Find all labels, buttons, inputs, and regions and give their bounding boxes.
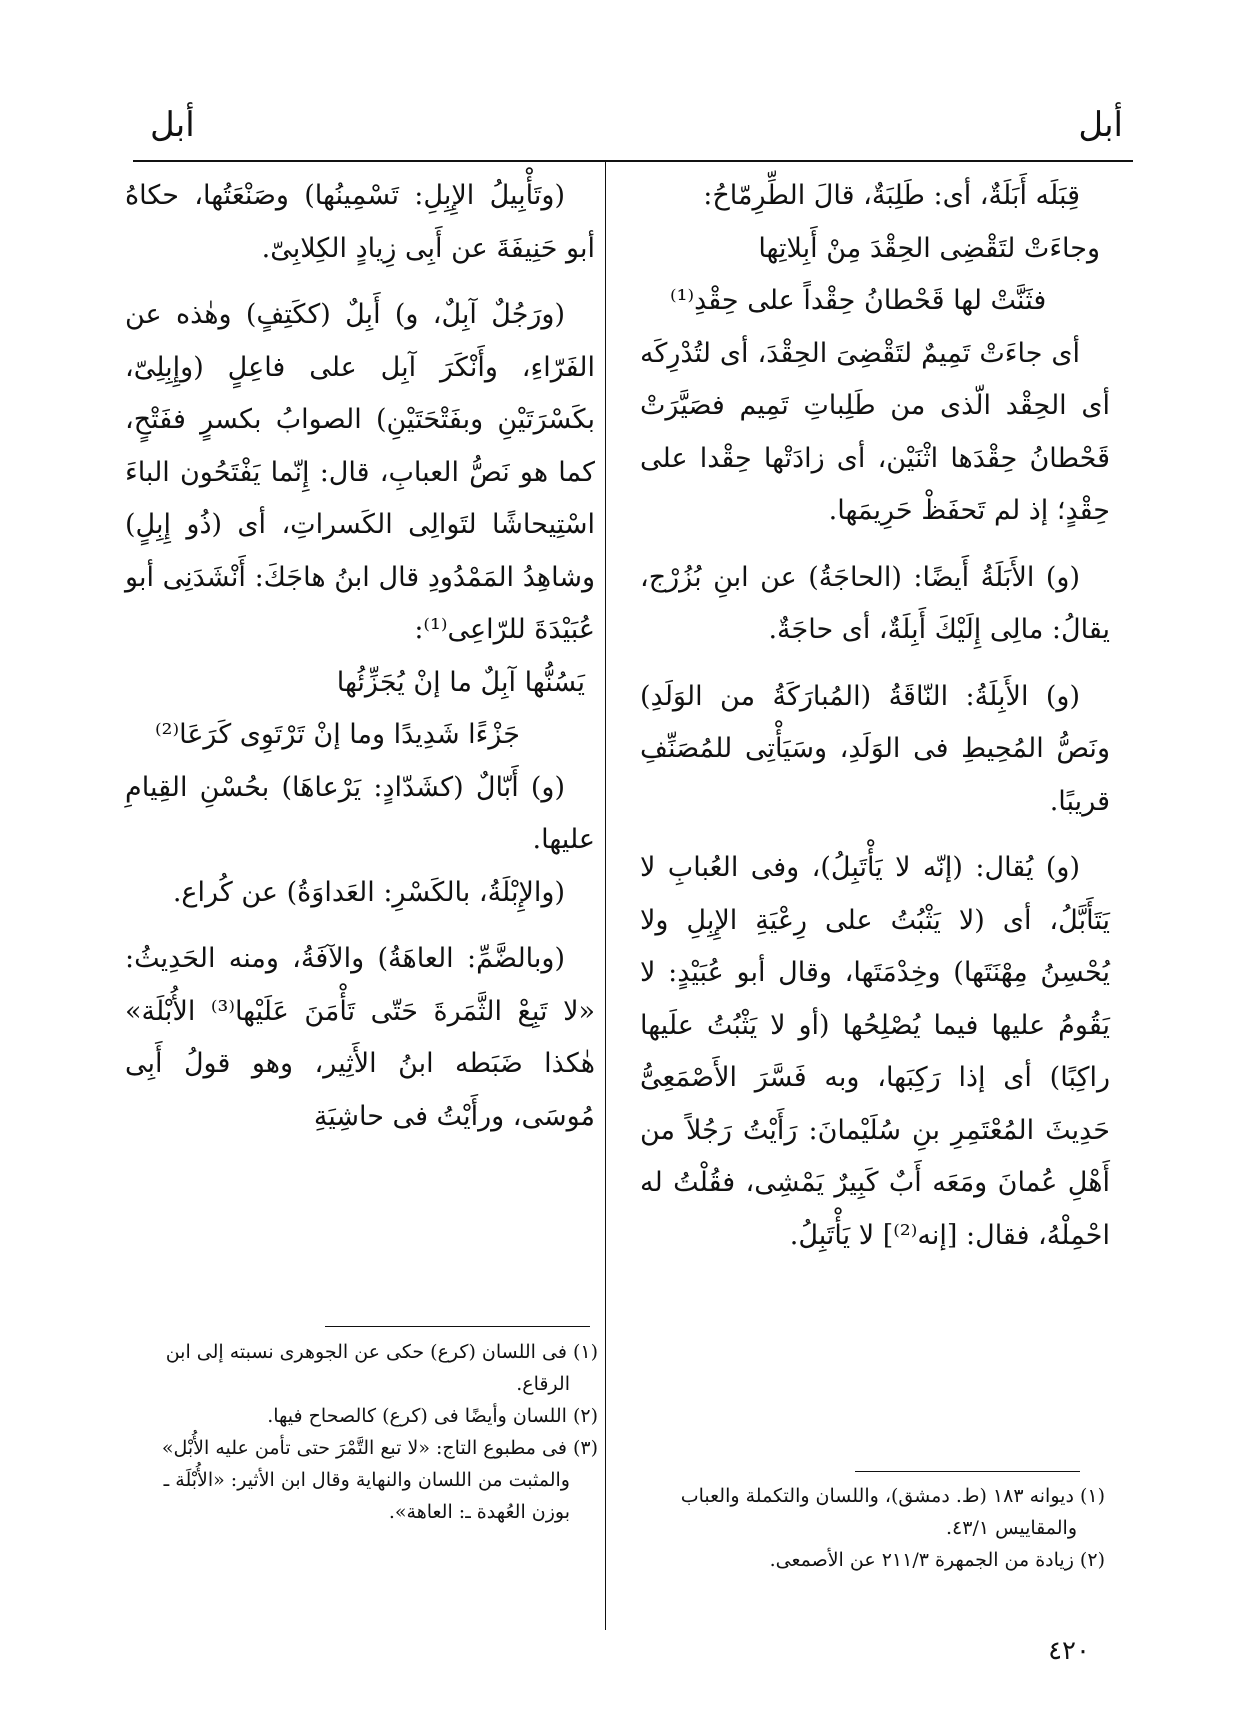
- paragraph: (و) أَبّالٌ (كشَدّادٍ: يَرْعاهَا) بحُسْنِ القِيامِ عليها.: [125, 771, 595, 855]
- footnote: (١) ديوانه ١٨٣ (ط. دمشق)، واللسان والتكملة والعباب والمقاييس ٤٣/١.: [680, 1485, 1105, 1539]
- footnote: (٢) زيادة من الجمهرة ٢١١/٣ عن الأصمعى.: [769, 1549, 1105, 1571]
- running-header-right: أبل: [1078, 105, 1123, 145]
- paragraph: (وبالضَّمِّ: العاهَةُ) والآفَةُ، ومنه الحَدِيثُ: «لا تَبِعْ الثَّمَرةَ حَتّى تَأْمَنَ عَلَيْها⁽³⁾ الأُبْلَة» هٰكذا ضَبَطه ابنُ الأَثِير، وهو قولُ أَبِى مُوسَى، ورأَيْتُ فى حاشِيَةِ: [125, 943, 595, 1132]
- footnote: (٢) اللسان وأيضًا فى (كرع) كالصحاح فيها.: [267, 1405, 598, 1427]
- footnote: (٣) فى مطبوع التاج: «لا تبع التَّمْرَ حتى تأمن عليه الأُبْل» والمثبت من اللسان والنهاية وقال ابن الأثير: «الأُبْلَة ـ بوزن العُهدة ـ: العاهة».: [161, 1437, 598, 1523]
- paragraph: (و) يُقال: (إنّه لا يَأْتَبِلُ)، وفى العُبابِ لا يَتَأَبَّلُ، أى (لا يَثْبُتُ على رِعْيَةِ الإِبِلِ ولا يُحْسِنُ مِهْنَتَها) وخِدْمَتَها، وقال أبو عُبَيْدٍ: لا يَقُومُ عليها فيما يُصْلِحُها (أو لا يَثْبُتُ علَيها راكِبًا) أى إذا رَكِبَها، وبه فَسَّرَ الأَصْمَعِىُّ حَدِيثَ المُعْتَمِرِ بنِ سُلَيْمانَ: رَأَيْتُ رَجُلاً من أَهْلِ عُمانَ ومَعَه أَبٌ كَبِيرٌ يَمْشِى، فقُلْتُ له احْمِلْهُ، فقال: [إنه⁽²⁾] لا يَأْتَبِلُ.: [640, 852, 1110, 1251]
- running-header-left: أبل: [150, 105, 195, 145]
- verse-line: جَزْءًا شَدِيدًا وما إنْ تَرْتَوِى كَرَعَا⁽²⁾: [155, 719, 520, 750]
- paragraph: (والإِبْلَةُ، بالكَسْرِ: العَداوَةُ) عن كُراع.: [172, 876, 565, 908]
- paragraph: قِبَلَه أَبَلَةٌ، أى: طَلِبَةٌ، قالَ الطِّرِمّاحُ:: [703, 180, 1080, 211]
- footnote-rule-left: [325, 1326, 590, 1327]
- page-number: ٤٢٠: [1048, 1636, 1090, 1666]
- footnotes-right: [645, 1480, 1105, 1576]
- footnote: (١) فى اللسان (كرع) حكى عن الجوهرى نسبته إلى ابن الرقاع.: [165, 1341, 598, 1395]
- paragraph: (ورَجُلٌ آبِلٌ، و) أَبِلٌ (ككَتِفٍ) وهٰذه عن الفَرّاءِ، وأَنْكَرَ آبِل على فاعِلٍ (وإِبِلِىّ، بكَسْرَتَيْنِ وبفَتْحَتَيْنِ) الصوابُ بكسرٍ ففَتْحٍ، كما هو نَصُّ العبابِ، قال: إِنّما يَفْتَحُون الباءَ اسْتِيحاشًا لتَوالِى الكَسراتِ، أى (ذُو إِبِلٍ) وشاهِدُ المَمْدُودِ قال ابنُ هاجَكَ: أَنْشَدَنِى أبو عُبَيْدَةَ للرّاعِى⁽¹⁾:: [125, 299, 595, 645]
- verse-line: يَسُنُّها آبِلٌ ما إنْ يُجَزِّئُها: [336, 666, 585, 698]
- column-divider: [605, 160, 606, 1630]
- verse-line: فثَنَّتْ لها قَحْطانُ حِقْداً على حِقْدِ⁽¹⁾: [670, 285, 1047, 316]
- verse-line: وجاءَتْ لتَقْضِى الحِقْدَ مِنْ أَبِلاتِها: [758, 232, 1100, 264]
- paragraph: (و) الأَبَلَةُ أَيضًا: (الحاجَةُ) عن ابنِ بُزُرْج، يقالُ: مالِى إِلَيْكَ أَبِلَةٌ، أى حاجَةٌ.: [640, 561, 1110, 645]
- left-column: [125, 170, 595, 1143]
- header-rule: [133, 160, 1133, 162]
- paragraph: أى جاءَتْ تَمِيمٌ لتَقْضِىَ الحِقْدَ، أى لتُدْرِكَه أى الحِقْد الّذى من طَلِباتِ تَمِيم فصَيَّرَتْ قَحْطانُ حِقْدَها اثْنَيْن، أى زادَتْها حِقْدا على حِقْدٍ؛ إذ لم تَحفَظْ حَرِيمَها.: [640, 337, 1110, 526]
- paragraph: (و) الأَبِلَةُ: النّاقَةُ (المُبارَكَةُ من الوَلَدِ) ونَصُّ المُحِيطِ فى الوَلَدِ، وسَيَأْتِى للمُصَنِّفِ قريبًا.: [640, 680, 1110, 817]
- footnotes-left: [128, 1336, 598, 1528]
- paragraph: (وتَأْبِيلُ الإِبِلِ: تَسْمِينُها) وصَنْعَتُها، حكاهُ أبو حَنِيفَةَ عن أَبِى زِيادٍ الكِلابِىّ.: [125, 180, 595, 264]
- footnote-rule-right: [855, 1471, 1080, 1472]
- right-column: [640, 170, 1110, 1262]
